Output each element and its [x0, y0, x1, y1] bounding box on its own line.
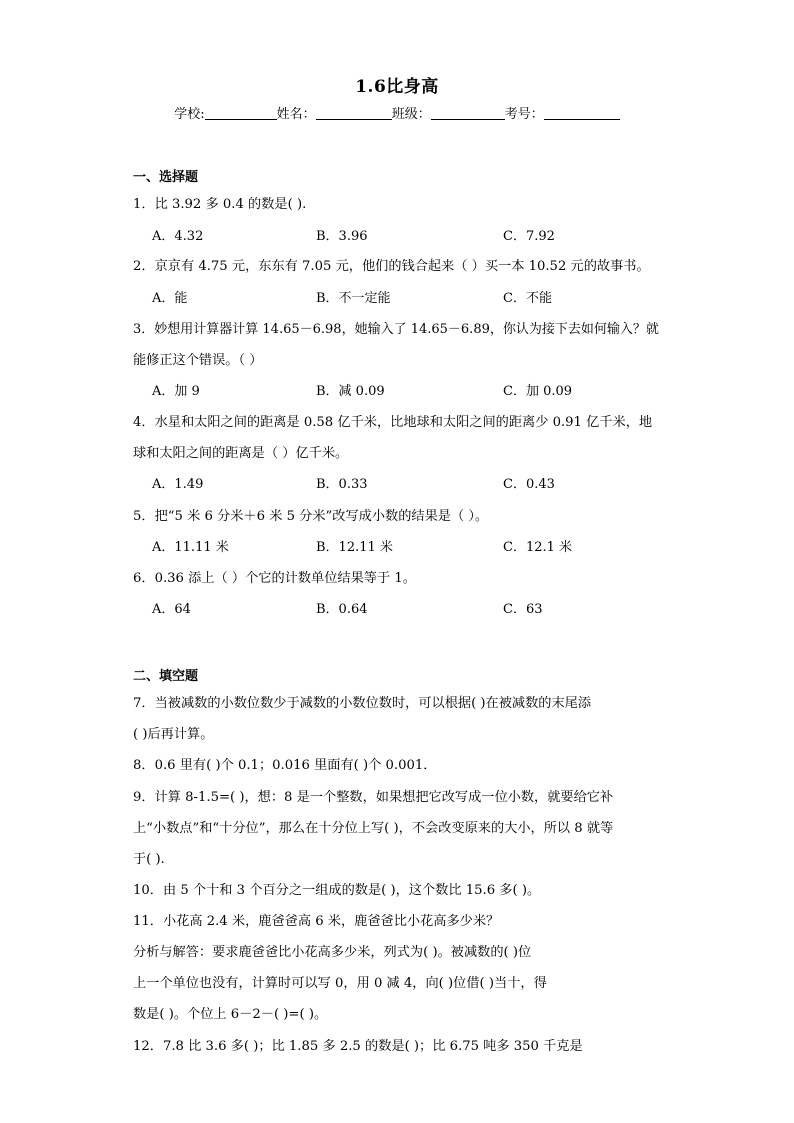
question-11-line-3: 上一个单位也没有，计算时可以写 0，用 0 减 4，向( )位借( )当十，得: [133, 976, 547, 991]
question-4-stem-line-2: 球和太阳之间的距离是（ ）亿千米。: [133, 446, 349, 461]
question-2-option-b: B．不一定能: [316, 291, 391, 306]
question-3-option-c: C．加 0.09: [503, 384, 573, 399]
page-title: 1.6比身高: [355, 77, 439, 97]
question-1-option-a: A．4.32: [152, 229, 204, 244]
question-2-option-a: A．能: [152, 291, 188, 306]
question-4-stem-line-1: 4．水星和太阳之间的距离是 0.58 亿千米，比地球和太阳之间的距离少 0.91 亿千米，地: [133, 415, 653, 430]
question-9-line-2: 上“小数点”和“十分位”，那么在十分位上写( )，不会改变原来的大小，所以 8 就等: [133, 821, 614, 836]
question-5-stem: 5．把“5 米 6 分米＋6 米 5 分米”改写成小数的结果是（ ）。: [133, 509, 489, 524]
question-5-option-a: A．11.11 米: [152, 540, 229, 555]
question-10-line-1: 10．由 5 个十和 3 个百分之一组成的数是( )，这个数比 15.6 多( )。: [133, 883, 541, 898]
section-heading-choice: 一、选择题: [133, 170, 199, 185]
question-1-option-c: C．7.92: [503, 229, 555, 244]
question-7-line-2: ( )后再计算。: [133, 727, 214, 742]
question-12-line-1: 12．7.8 比 3.6 多( )；比 1.85 多 2.5 的数是( )；比 6.75 吨多 350 千克是: [133, 1039, 583, 1054]
question-2-option-c: C．不能: [503, 291, 552, 306]
question-6-option-c: C．63: [503, 602, 543, 617]
school-blank: [205, 106, 277, 120]
question-3-stem-line-1: 3．妙想用计算器计算 14.65－6.98，她输入了 14.65－6.89，你认为接下去如何输入？就: [133, 322, 659, 337]
question-9-line-1: 9．计算 8-1.5=( )，想：8 是一个整数，如果想把它改写成一位小数，就要给它补: [133, 790, 614, 805]
question-3-option-a: A．加 9: [152, 384, 200, 399]
question-6-stem: 6．0.36 添上（ ）个它的计数单位结果等于 1。: [133, 571, 416, 586]
question-6-option-b: B．0.64: [316, 602, 368, 617]
question-1-option-b: B．3.96: [316, 229, 368, 244]
question-5-option-b: B．12.11 米: [316, 540, 393, 555]
question-6-option-a: A．64: [152, 602, 191, 617]
name-blank: [316, 106, 392, 120]
class-label: 班级：: [391, 107, 431, 122]
question-5-option-c: C．12.1 米: [503, 540, 573, 555]
question-11-line-1: 11．小花高 2.4 米，鹿爸爸高 6 米，鹿爸爸比小花高多少米？: [133, 914, 500, 929]
question-4-option-a: A．1.49: [152, 477, 204, 492]
section-heading-fill: 二、填空题: [133, 669, 199, 684]
school-label: 学校:: [174, 107, 205, 122]
question-9-line-3: 于( ).: [133, 852, 165, 867]
exam-no-label: 考号：: [504, 107, 544, 122]
class-blank: [431, 106, 505, 120]
question-11-line-2: 分析与解答：要求鹿爸爸比小花高多少米，列式为( )。被减数的( )位: [133, 945, 532, 960]
exam-no-blank: [544, 106, 620, 120]
question-2-stem: 2．京京有 4.75 元，东东有 7.05 元，他们的钱合起来（ ）买一本 10.52 元的故事书。: [133, 259, 650, 274]
question-4-option-c: C．0.43: [503, 477, 555, 492]
student-info-row: [0, 103, 794, 122]
question-3-option-b: B．减 0.09: [316, 384, 385, 399]
question-4-option-b: B．0.33: [316, 477, 368, 492]
question-11-line-4: 数是( )。个位上 6－2－( )=( )。: [133, 1007, 328, 1022]
question-7-line-1: 7．当被减数的小数位数少于减数的小数位数时，可以根据( )在被减数的末尾添: [133, 696, 592, 711]
name-label: 姓名：: [276, 107, 316, 122]
question-8-line-1: 8．0.6 里有( )个 0.1；0.016 里面有( )个 0.001．: [133, 758, 437, 773]
question-3-stem-line-2: 能修正这个错误。（ ）: [133, 353, 263, 368]
question-1-stem: 1．比 3.92 多 0.4 的数是( ).: [133, 197, 307, 212]
